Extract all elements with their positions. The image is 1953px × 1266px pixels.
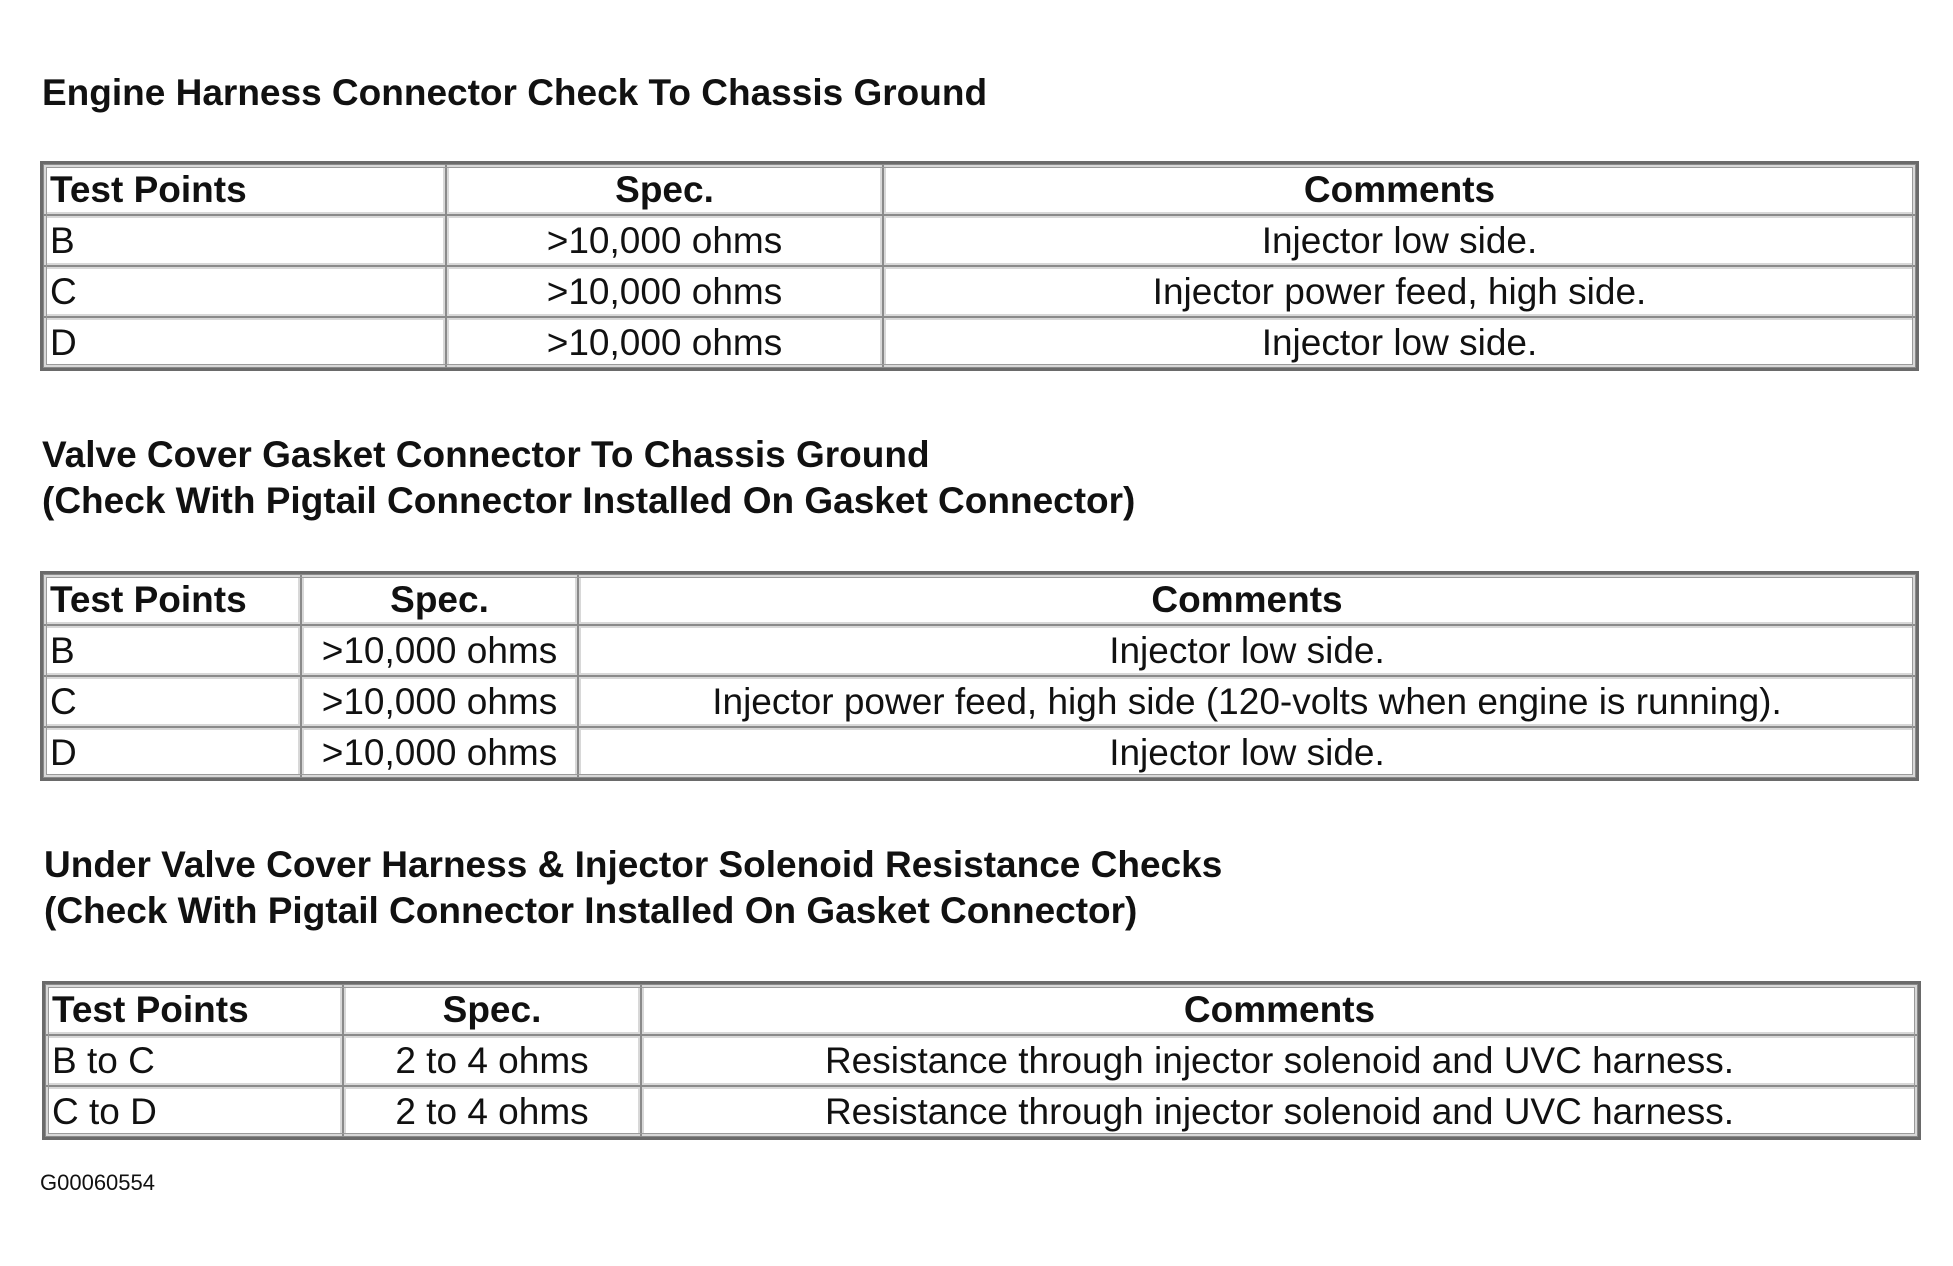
cell-spec: >10,000 ohms — [301, 625, 578, 676]
cell-test-points: B — [43, 215, 446, 266]
figure-id: G00060554 — [40, 1170, 155, 1195]
column-header-spec: Spec. — [446, 164, 883, 215]
table-row — [43, 625, 1916, 676]
column-header-test-points: Test Points — [45, 984, 343, 1035]
section-1-heading-line-1: Engine Harness Connector Check To Chassis Ground — [42, 72, 988, 113]
section-1-table — [40, 161, 1919, 371]
cell-spec: >10,000 ohms — [301, 676, 578, 727]
section-3-heading-line-1: Under Valve Cover Harness & Injector Solenoid Resistance Checks — [44, 844, 1223, 885]
cell-comments: Injector low side. — [883, 215, 1916, 266]
cell-test-points: B to C — [45, 1035, 343, 1086]
section-1-heading — [42, 70, 987, 116]
section-3-heading-line-2: (Check With Pigtail Connector Installed On Gasket Connector) — [44, 890, 1138, 931]
cell-test-points: D — [43, 727, 301, 778]
section-2-heading-line-1: Valve Cover Gasket Connector To Chassis Ground — [42, 434, 930, 475]
table-row — [45, 1035, 1918, 1086]
table-header-row — [43, 574, 1916, 625]
cell-comments: Resistance through injector solenoid and UVC harness. — [641, 1035, 1918, 1086]
table-header-row — [43, 164, 1916, 215]
section-2-table — [40, 571, 1919, 781]
table-row — [43, 215, 1916, 266]
section-3-heading — [44, 842, 1222, 934]
column-header-comments: Comments — [883, 164, 1916, 215]
table-row — [43, 266, 1916, 317]
cell-spec: >10,000 ohms — [301, 727, 578, 778]
column-header-test-points: Test Points — [43, 164, 446, 215]
table-row — [43, 727, 1916, 778]
cell-test-points: C — [43, 676, 301, 727]
section-2-heading — [42, 432, 1135, 524]
column-header-spec: Spec. — [343, 984, 641, 1035]
cell-comments: Injector low side. — [883, 317, 1916, 368]
cell-comments: Injector power feed, high side. — [883, 266, 1916, 317]
column-header-spec: Spec. — [301, 574, 578, 625]
cell-spec: >10,000 ohms — [446, 266, 883, 317]
table-row — [43, 317, 1916, 368]
cell-test-points: C to D — [45, 1086, 343, 1137]
table-header-row — [45, 984, 1918, 1035]
cell-comments: Injector power feed, high side (120-volts when engine is running). — [578, 676, 1916, 727]
cell-spec: >10,000 ohms — [446, 215, 883, 266]
cell-spec: 2 to 4 ohms — [343, 1086, 641, 1137]
section-2-heading-line-2: (Check With Pigtail Connector Installed On Gasket Connector) — [42, 480, 1136, 521]
cell-test-points: C — [43, 266, 446, 317]
cell-test-points: B — [43, 625, 301, 676]
column-header-test-points: Test Points — [43, 574, 301, 625]
cell-comments: Injector low side. — [578, 625, 1916, 676]
cell-comments: Injector low side. — [578, 727, 1916, 778]
table-row — [45, 1086, 1918, 1137]
column-header-comments: Comments — [578, 574, 1916, 625]
cell-spec: >10,000 ohms — [446, 317, 883, 368]
cell-comments: Resistance through injector solenoid and UVC harness. — [641, 1086, 1918, 1137]
section-3-table — [42, 981, 1921, 1140]
table-row — [43, 676, 1916, 727]
column-header-comments: Comments — [641, 984, 1918, 1035]
cell-test-points: D — [43, 317, 446, 368]
cell-spec: 2 to 4 ohms — [343, 1035, 641, 1086]
